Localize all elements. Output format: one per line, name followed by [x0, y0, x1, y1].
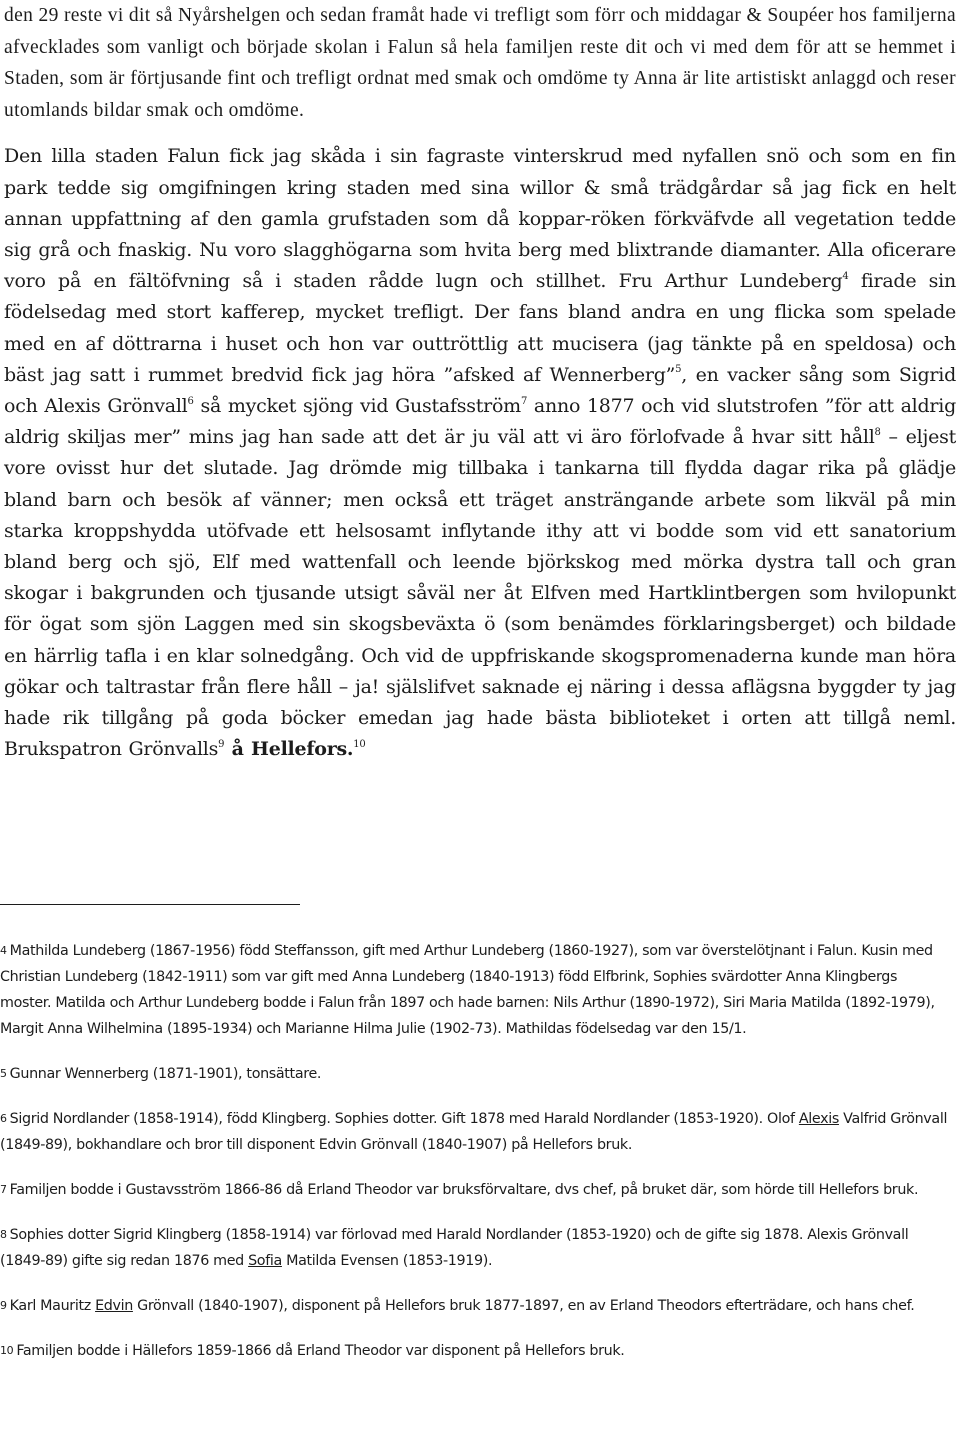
- footnote-separator: [0, 904, 300, 905]
- footnote-text: Gunnar Wennerberg (1871-1901), tonsättare.: [9, 1066, 322, 1082]
- footnote-number: 5: [0, 1067, 7, 1080]
- paragraph-2: [4, 141, 956, 765]
- footnote-number: 7: [0, 1183, 7, 1196]
- text-segment: firade sin födelsedag med stort kafferep, mycket trefligt. Der fans bland andra en ung flicka som spelade med en af döttrarna i huset och hon var outtröttlig att mucisera (jag tänkte på en speldosa) och bäst jag satt i rummet bredvid fick jag höra ”afsked af Wennerberg”: [4, 270, 956, 386]
- footnote-text: Karl Mauritz: [9, 1298, 96, 1314]
- footnote-link-edvin[interactable]: Edvin: [95, 1298, 133, 1314]
- footnote-ref-8[interactable]: 8: [874, 426, 881, 438]
- paragraph-1: den 29 reste vi dit så Nyårshelgen och sedan framåt hade vi trefligt som förr och middagar & Soupéer hos familjerna afvecklades som vanligt och började skolan i Falun så hela familjen reste dit och vi med dem för att se hemmet i Staden, som är förtjusande fint och trefligt ordnat med smak och omdöme ty Anna är lite artistiskt anlaggd och reser utomlands bildar smak och omdöme.: [4, 5, 956, 121]
- footnote-text: Familjen bodde i Gustavsström 1866-86 då Erland Theodor var bruksförvaltare, dvs chef, på bruket där, som hörde till Hellefors bruk.: [9, 1182, 919, 1198]
- text-segment: Den lilla staden Falun fick jag skåda i sin fagraste vinterskrud med nyfallen snö och som en fin park tedde sig omgifningen kring staden med sina willor & små trädgårdar så jag fick en helt annan uppfattning af den gamla grufstaden som då koppar-röken förkväfvde all vegetation tedde sig grå och fnaskig. Nu voro slagghögarna som hvita berg med blixtrande diamanter. Alla oficerare voro på en fältöfvning så i staden rådde lugn och stillhet. Fru Arthur Lundeberg: [4, 145, 956, 293]
- text-segment-hellefors: å Hellefors.: [224, 738, 354, 761]
- footnote-ref-4[interactable]: 4: [842, 270, 849, 282]
- footnote-link-sofia[interactable]: Sofia: [248, 1253, 282, 1269]
- footnotes: [0, 938, 952, 1364]
- text-segment: – eljest vore ovisst hur det slutade. Jag drömde mig tillbaka i tankarna till flydda dagar rika på glädje bland barn och besök af vänner; men också ett träget ansträngande arbete som likväl på min starka kroppshydda utöfvade ett helsosamt inflytande ithy att vi bodde som vid ett sanatorium bland berg och sjö, Elf med wattenfall och leende björkskog med mörka dystra tall och gran skogar i bakgrunden och tjusande utsigt såväl ner åt Elfven med Hartklintbergen som hvilopunkt för ögat som sjön Laggen med sin skogsbeväxta ö (som benämdes förklaringsberget) och bildade en härrlig tafla i en klar solnedgång. Och vid de uppfriskande skogspromenaderna kunde man höra gökar och taltrastar från flere håll – ja! själslifvet saknade ej näring i dessa aflägsna byggder ty jag hade rik tillgång på goda böcker emedan jag hade bästa biblioteket i orten att tillgå neml. Brukspatron Grönvalls: [4, 426, 957, 761]
- footnote-number: 9: [0, 1299, 7, 1312]
- footnote-text: Sigrid Nordlander (1858-1914), född Klingberg. Sophies dotter. Gift 1878 med Harald Nordlander (1853-1920). Olof: [9, 1111, 799, 1127]
- footnote-ref-5[interactable]: 5: [675, 364, 682, 376]
- footnote-text: Sophies dotter Sigrid Klingberg (1858-1914) var förlovad med Harald Nordlander (1853-1920) och de gifte sig 1878. Alexis Grönvall (1849-89) gifte sig redan 1876 med: [0, 1227, 909, 1269]
- footnote-text: Valfrid Grönvall (1849-89), bokhandlare och bror till disponent Edvin Grönvall (1840-1907) på Hellefors bruk.: [0, 1111, 948, 1153]
- footnote-ref-7[interactable]: 7: [520, 395, 528, 407]
- footnote-number: 4: [0, 944, 7, 957]
- footnote-text: Matilda Evensen (1853-1919).: [281, 1253, 493, 1269]
- footnote-10: [0, 1338, 952, 1364]
- footnote-9: [0, 1293, 952, 1319]
- text-segment: , en vacker sång som Sigrid och Alexis Grönvall: [4, 363, 956, 417]
- footnote-text: Familjen bodde i Hällefors 1859-1866 då Erland Theodor var disponent på Hellefors bruk.: [16, 1343, 625, 1359]
- footnote-ref-10[interactable]: 10: [353, 738, 366, 750]
- footnote-number: 10: [0, 1344, 14, 1357]
- footnote-6: [0, 1106, 952, 1158]
- footnote-number: 8: [0, 1228, 7, 1241]
- text-segment: anno 1877 och vid slutstrofen ”för att aldrig aldrig skiljas mer” mins jag han sade att det är ju väl att vi äro förlofvade å hvar sitt håll: [4, 395, 956, 449]
- footnote-link-alexis[interactable]: Alexis: [798, 1111, 839, 1127]
- footnote-7: [0, 1177, 952, 1203]
- footnote-text: Mathilda Lundeberg (1867-1956) född Steffansson, gift med Arthur Lundeberg (1860-1927), som var överstelötjnant i Falun. Kusin med Christian Lundeberg (1842-1911) som var gift med Anna Lundeberg (1840-1913) född Elfbrink, Sophies svärdotter Anna Klingbergs moster. Matilda och Arthur Lundeberg bodde i Falun från 1897 och hade barnen: Nils Arthur (1890-1972), Siri Maria Matilda (1892-1979), Margit Anna Wilhelmina (1895-1934) och Marianne Hilma Julie (1902-73). Mathildas födelsedag var den 15/1.: [0, 943, 935, 1037]
- footnote-8: [0, 1222, 952, 1274]
- footnote-4: [0, 938, 952, 1042]
- footnote-ref-6[interactable]: 6: [187, 395, 194, 407]
- footnote-ref-9[interactable]: 9: [218, 738, 225, 750]
- document-page: [4, 0, 956, 765]
- footnote-number: 6: [0, 1112, 7, 1125]
- footnote-5: [0, 1061, 952, 1087]
- footnote-text: Grönvall (1840-1907), disponent på Hellefors bruk 1877-1897, en av Erland Theodors efterträdare, och hans chef.: [132, 1298, 915, 1314]
- text-segment: så mycket sjöng vid Gustafsström: [193, 395, 521, 417]
